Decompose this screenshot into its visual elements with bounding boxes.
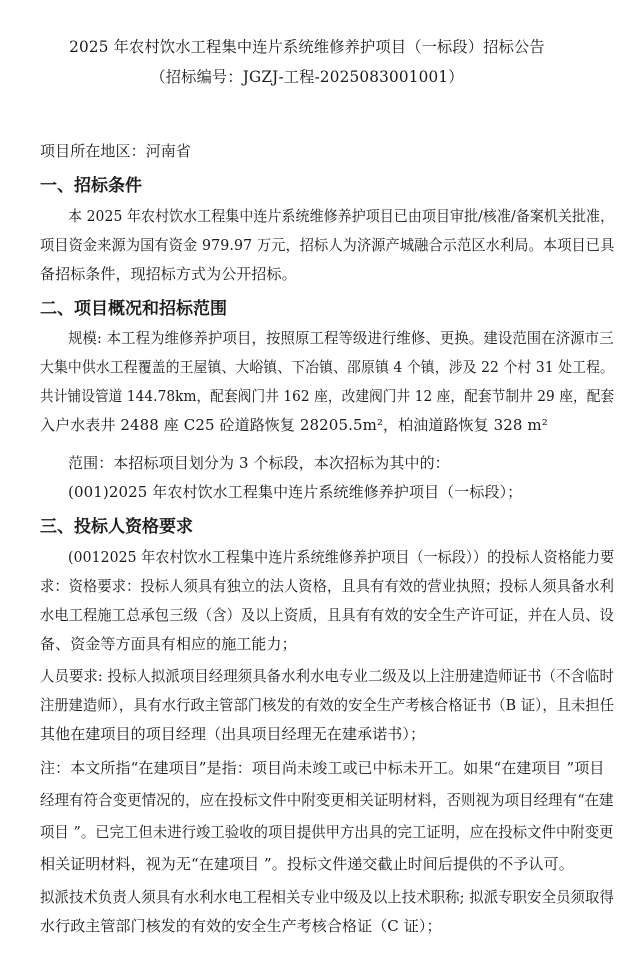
paragraph-line: 经理有符合变更情况的，应在投标文件中附变更相关证明材料，否则视为项目经理有“在建: [40, 791, 614, 809]
tender-number: （招标编号：JGZJ-工程-2025083001001）: [150, 68, 464, 86]
paragraph-line: 其他在建项目的项目经理（出具项目经理无在建承诺书）；: [40, 725, 426, 743]
paragraph-line: 人员要求: 投标人拟派项目经理须具备水利水电专业二级及以上注册建造师证书（不含临时: [40, 667, 614, 685]
paragraph-line: 相关证明材料，视为无“在建项目 ”。投标文件递交截止时间后提供的不予认可。: [40, 855, 574, 873]
paragraph-line: 注册建造师），具有水行政主管部门核发的有效的安全生产考核合格证书（B 证），且未担任: [40, 696, 615, 714]
paragraph-line: 项目 ”。已完工但未进行竣工验收的项目提供甲方出具的完工证明，应在投标文件中附变更: [40, 823, 614, 841]
paragraph-line: 项目资金来源为国有资金 979.97 万元，招标人为济源产城融合示范区水利局。本项目已具: [40, 236, 615, 254]
paragraph-line: (001)2025 年农村饮水工程集中连片系统维修养护项目（一标段）；: [68, 483, 523, 501]
section-heading-project-overview: 二、项目概况和招标范围: [40, 299, 227, 319]
paragraph-line: 备、资金等方面具有相应的施工能力；: [40, 635, 297, 653]
document-title: 2025 年农村饮水工程集中连片系统维修养护项目（一标段）招标公告: [69, 38, 545, 56]
section-heading-tender-conditions: 一、招标条件: [40, 176, 142, 196]
paragraph-line: 大集中供水工程覆盖的王屋镇、大峪镇、下冶镇、邵原镇 4 个镇，涉及 22 个村 31 处工程。: [40, 358, 615, 376]
paragraph-line: 本 2025 年农村饮水工程集中连片系统维修养护项目已由项目审批/核准/备案机关批准，: [68, 207, 615, 225]
paragraph-line: 共计铺设管道 144.78km，配套阀门井 162 座，改建阀门井 12 座，配套节制井 29 座，配套: [40, 387, 615, 405]
paragraph-line: 拟派技术负责人须具有水利水电工程相关专业中级及以上技术职称; 拟派专职安全员须取得: [40, 888, 614, 906]
paragraph-line: 规模: 本工程为维修养护项目，按照原工程等级进行维修、更换。建设范围在济源市三: [68, 329, 614, 347]
paragraph-line: 备招标条件，现招标方式为公开招标。: [40, 265, 297, 283]
paragraph-line: 水电工程施工总承包三级（含）及以上资质，且具有有效的安全生产许可证，并在人员、设: [40, 606, 614, 624]
project-region: 项目所在地区：河南省: [40, 142, 192, 160]
paragraph-line: 入户水表井 2488 座 C25 砼道路恢复 28205.5m²，柏油道路恢复 328 m²: [40, 416, 548, 434]
paragraph-line: 注：本文所指“在建项目”是指：项目尚未竣工或已中标未开工。如果“在建项目 ”项目: [40, 759, 605, 777]
paragraph-line: 水行政主管部门核发的有效的安全生产考核合格证（C 证）；: [40, 917, 442, 935]
section-heading-bidder-qualification: 三、投标人资格要求: [40, 517, 193, 537]
paragraph-line: (0012025 年农村饮水工程集中连片系统维修养护项目（一标段））的投标人资格能力要: [68, 548, 615, 566]
paragraph-line: 范围：本招标项目划分为 3 个标段，本次招标为其中的：: [68, 454, 450, 472]
paragraph-line: 求：资格要求：投标人须具有独立的法人资格，且具有有效的营业执照；投标人须具备水利: [40, 577, 614, 595]
